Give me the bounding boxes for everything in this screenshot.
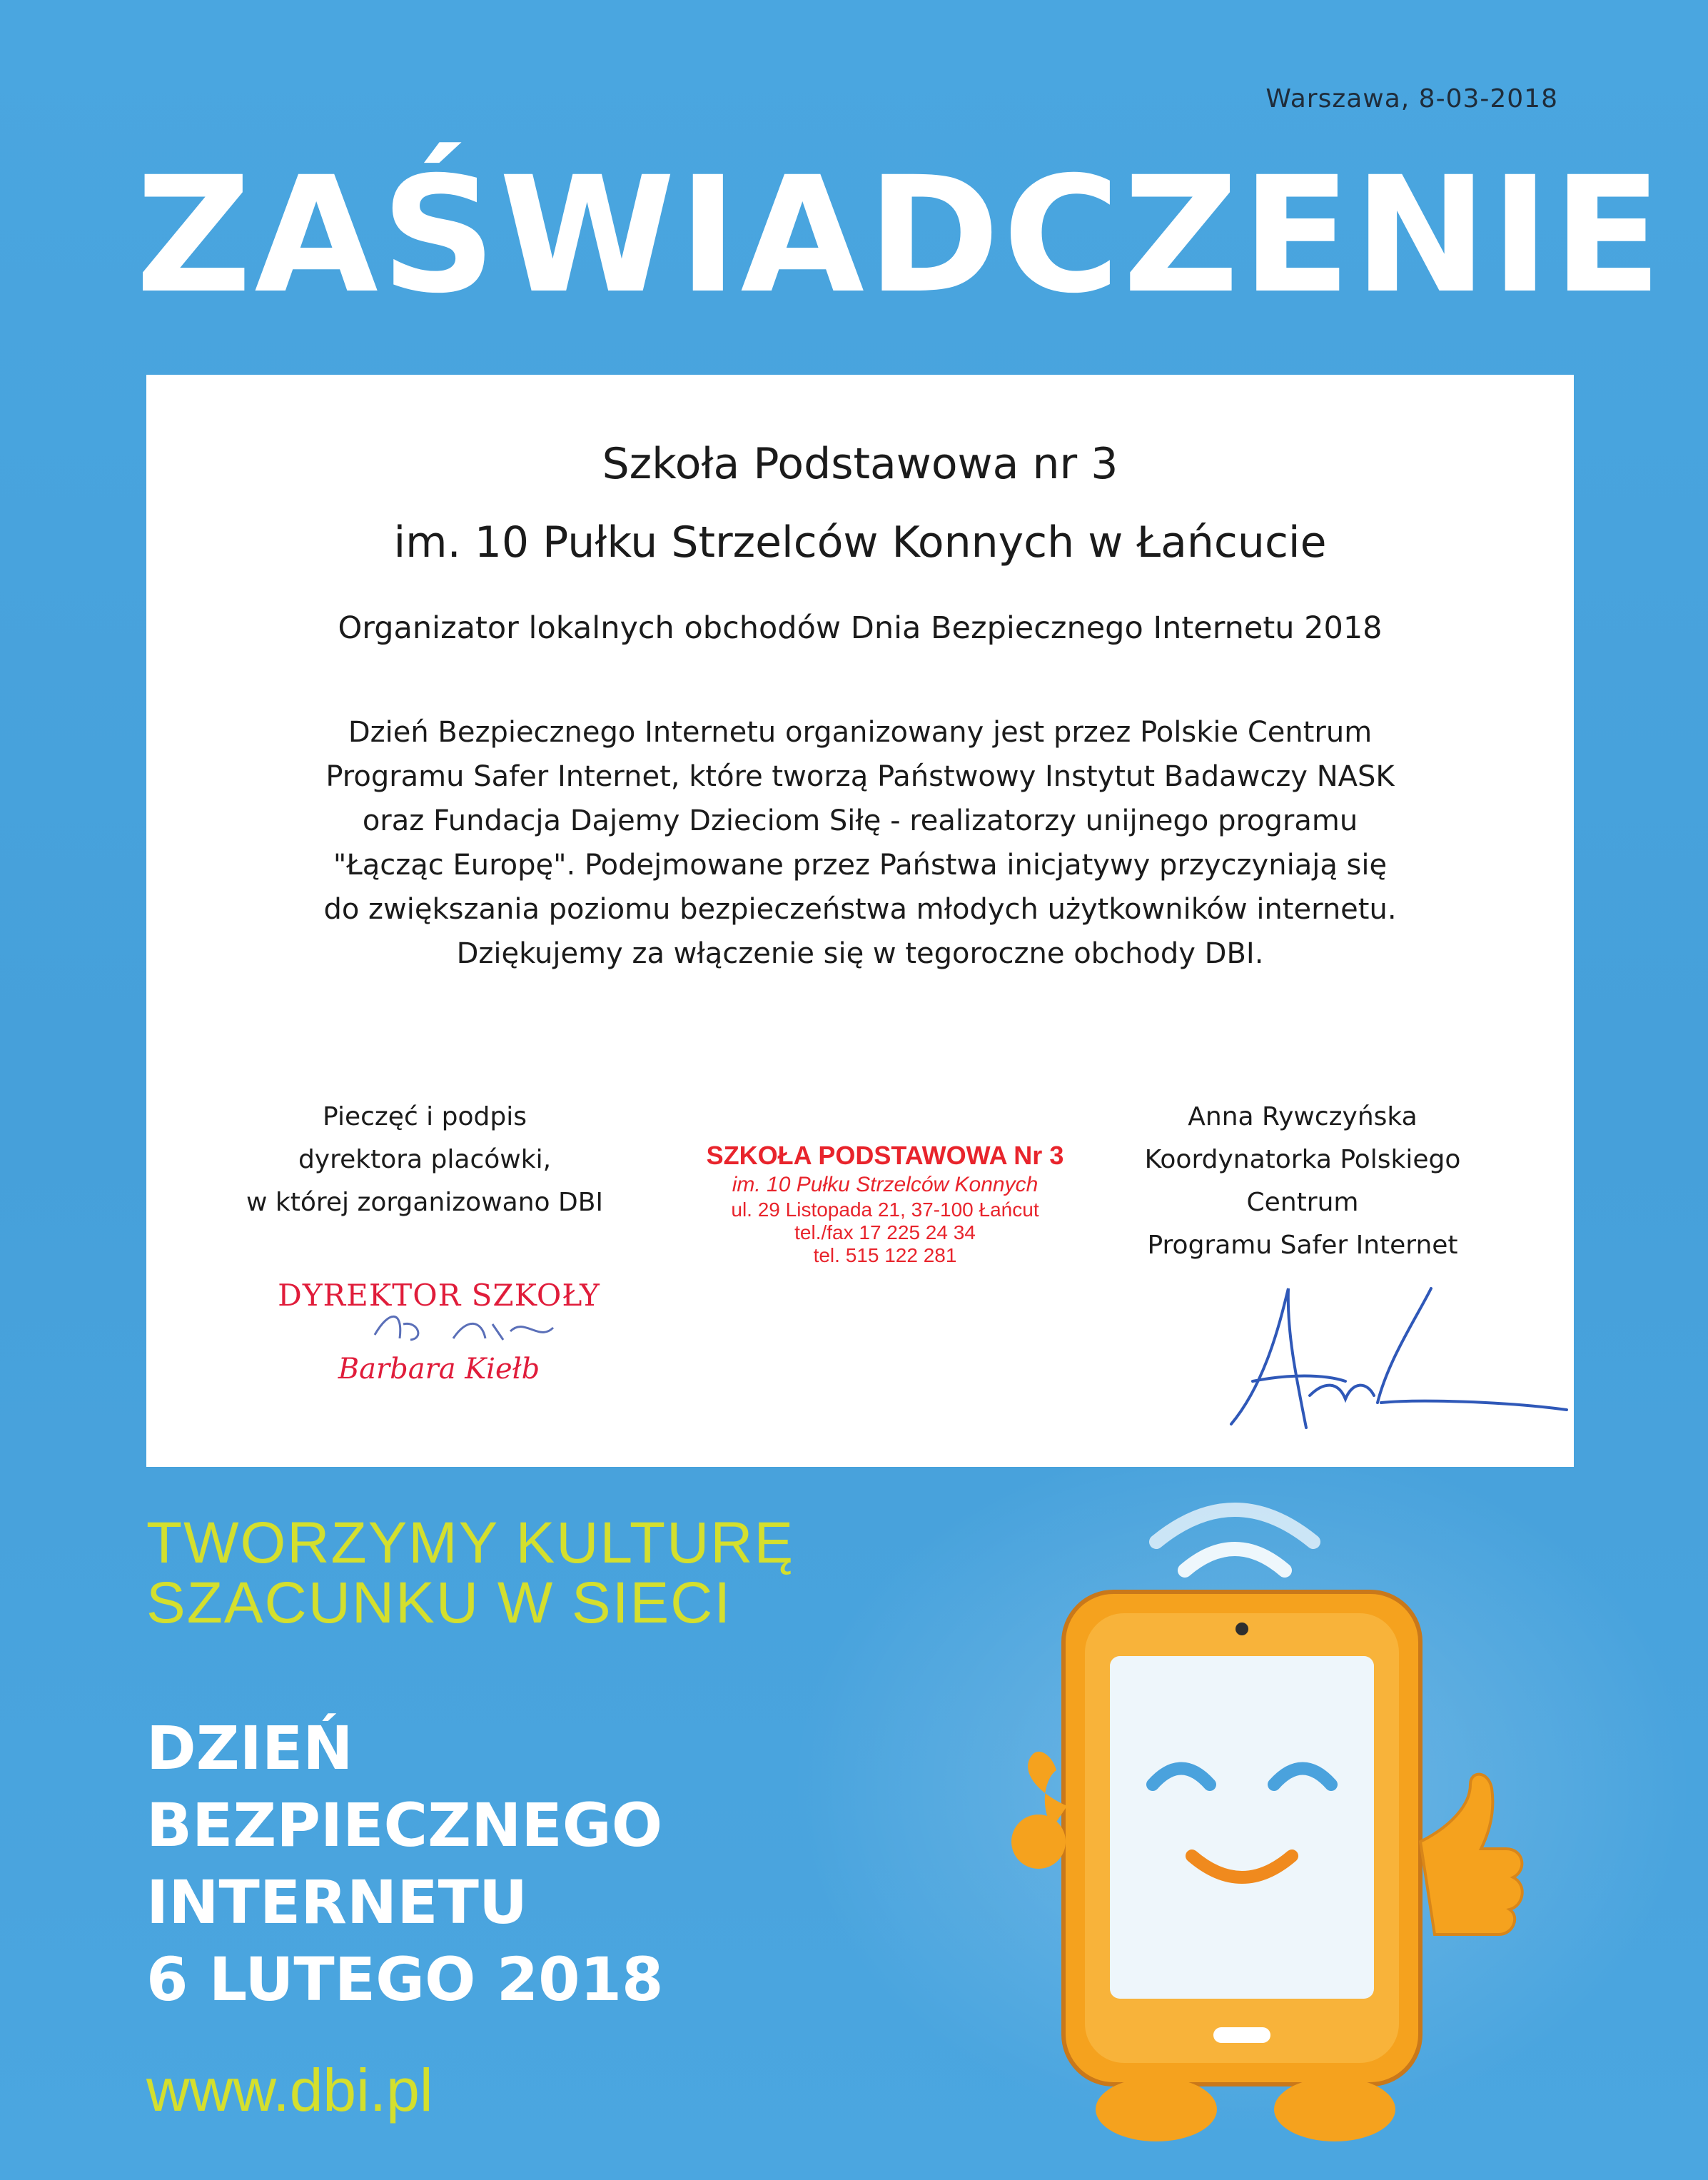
event-title-line: BEZPIECZNEGO (146, 1790, 663, 1860)
slogan-line1: TWORZYMY KULTURĘ (146, 1510, 795, 1575)
event-title (146, 1710, 664, 2018)
organizer-line: Organizator lokalnych obchodów Dnia Bezpiecznego Internetu 2018 (338, 610, 1383, 646)
body-line: Programu Safer Internet, które tworzą Państwowy Instytut Badawczy NASK (325, 760, 1395, 793)
stamp-line: ul. 29 Listopada 21, 37-100 Łańcut (731, 1199, 1039, 1221)
body-line: oraz Fundacja Dajemy Dzieciom Siłę - realizatorzy unijnego programu (362, 804, 1358, 837)
coordinator-signature-caption (1067, 1096, 1538, 1267)
stamp-line: SZKOŁA PODSTAWOWA Nr 3 (706, 1141, 1064, 1170)
caption-line: Centrum (1246, 1188, 1359, 1217)
body-text (146, 710, 1574, 976)
stamp-line: tel./fax 17 225 24 34 (794, 1221, 976, 1243)
stamp-line: tel. 515 122 281 (813, 1244, 957, 1266)
director-signature-caption (203, 1096, 646, 1224)
body-line: Dzień Bezpiecznego Internetu organizowany jest przez Polskie Centrum (348, 716, 1373, 749)
event-title-line: INTERNETU (146, 1867, 528, 1937)
slogan-line2: SZACUNKU W SIECI (146, 1570, 732, 1635)
coordinator-handwritten-signature-icon (1203, 1274, 1602, 1445)
director-handwritten-signature-icon (360, 1303, 589, 1353)
certificate-card (146, 375, 1574, 1467)
stamp-line: im. 10 Pułku Strzelców Konnych (732, 1173, 1039, 1196)
event-title-line: DZIEŃ (146, 1713, 353, 1783)
caption-line: dyrektora placówki, (298, 1145, 552, 1174)
issue-date: Warszawa, 8-03-2018 (1265, 84, 1558, 113)
caption-line: Anna Rywczyńska (1188, 1102, 1418, 1131)
school-name-line1: Szkoła Podstawowa nr 3 (602, 439, 1118, 489)
school-name-line2: im. 10 Pułku Strzelców Konnych w Łańcucie (393, 518, 1327, 567)
smartphone-mascot-icon (978, 1470, 1606, 2156)
caption-line: w której zorganizowano DBI (246, 1188, 604, 1217)
caption-line: Programu Safer Internet (1147, 1231, 1458, 1260)
slogan (146, 1510, 795, 1635)
director-name: Barbara Kiełb (338, 1353, 540, 1386)
school-stamp (664, 1140, 1106, 1267)
certificate-title: ZAŚWIADCZENIE (136, 142, 1665, 328)
caption-line: Pieczęć i podpis (323, 1102, 527, 1131)
event-title-line: 6 LUTEGO 2018 (146, 1944, 664, 2014)
body-line: "Łącząc Europę". Podejmowane przez Państwa inicjatywy przyczyniają się (333, 849, 1388, 882)
school-name (146, 425, 1574, 582)
director-stamp: DYREKTOR SZKOŁY (278, 1278, 600, 1313)
body-line: Dziękujemy za włączenie się w tegoroczne obchody DBI. (456, 937, 1264, 970)
body-line: do zwiększania poziomu bezpieczeństwa młodych użytkowników internetu. (323, 893, 1397, 926)
caption-line: Koordynatorka Polskiego (1144, 1145, 1461, 1174)
website-url: www.dbi.pl (146, 2057, 433, 2124)
